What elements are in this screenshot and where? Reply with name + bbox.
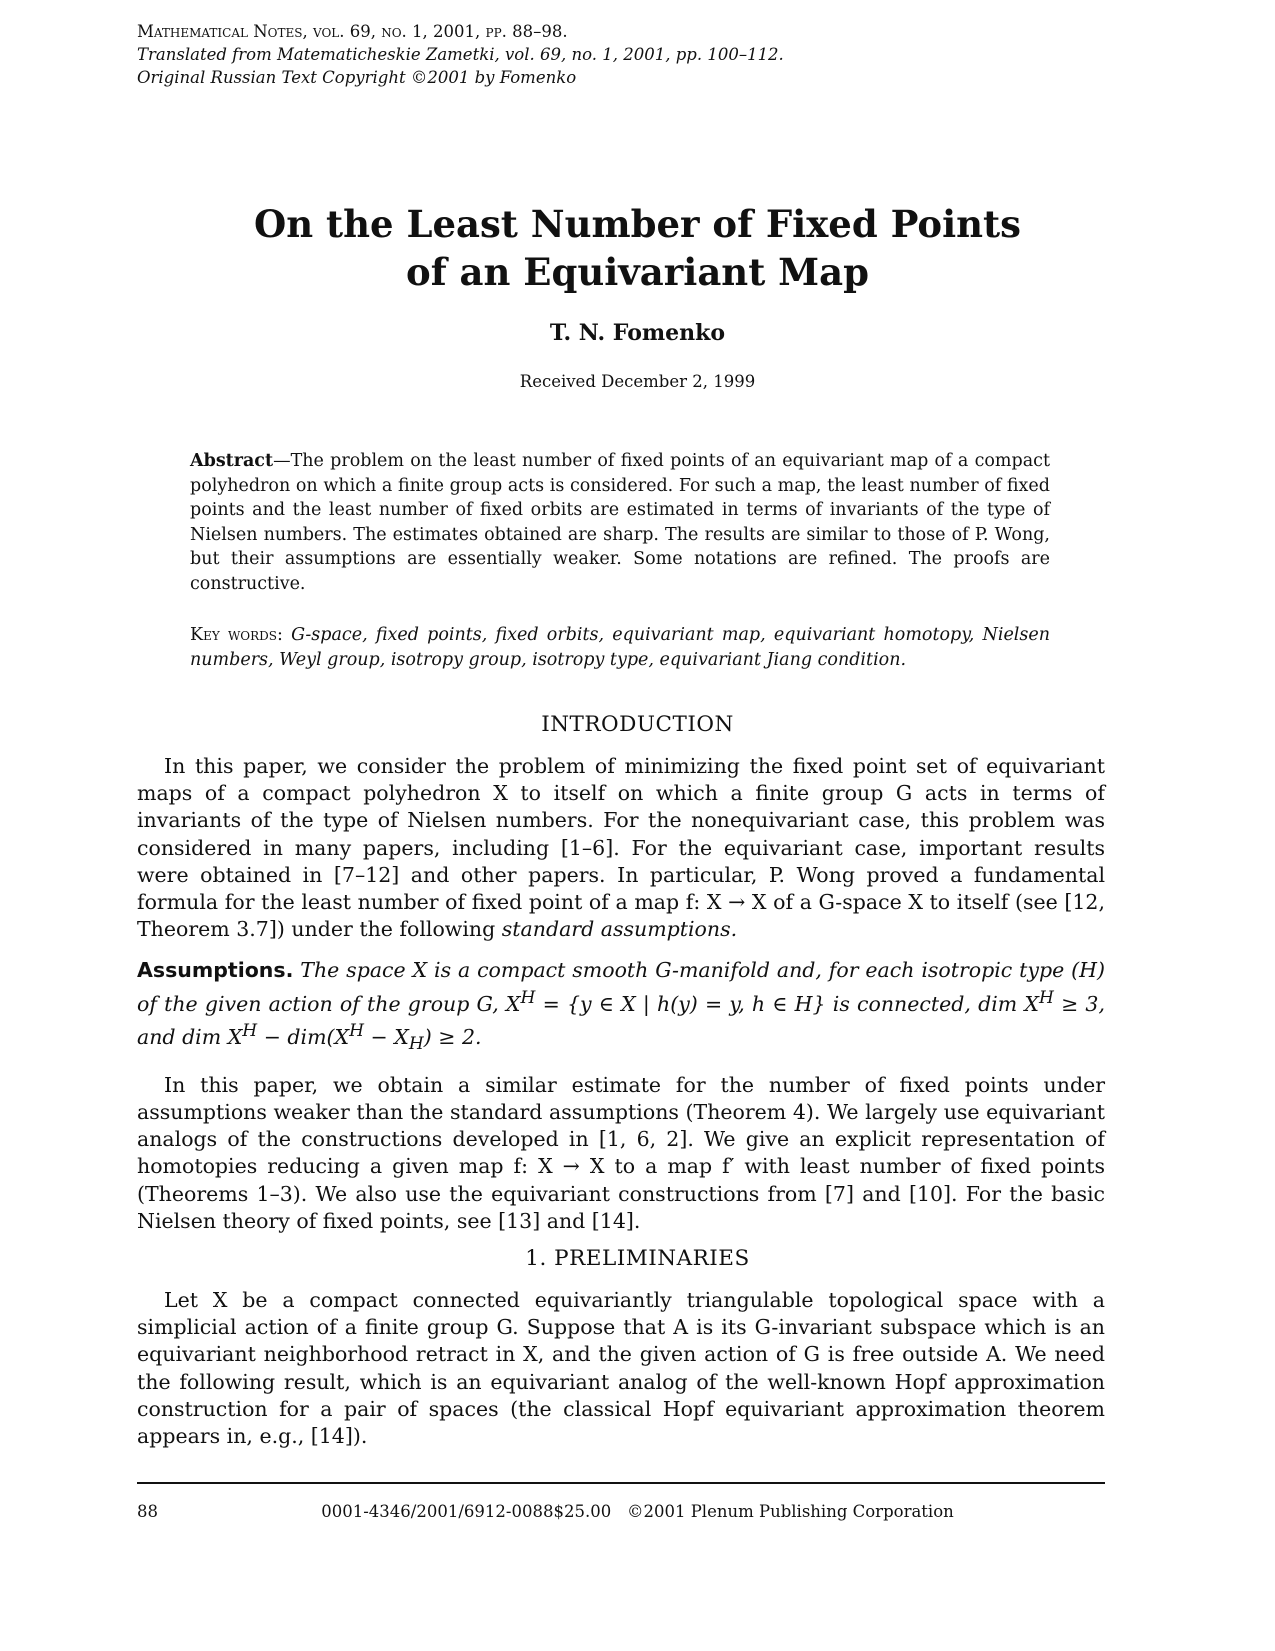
assumptions-dimension: ≥ 3, and dim X — [137, 991, 1105, 1049]
page-number: 88 — [137, 1502, 158, 1521]
footer-rule — [137, 1482, 1105, 1484]
title-line-1: On the Least Number of Fixed Points — [254, 202, 1021, 246]
abstract — [190, 449, 1050, 597]
title-line-2: of an Equivariant Map — [406, 250, 869, 294]
journal-header — [137, 20, 784, 89]
intro-paragraph-2: In this paper, we obtain a similar estimate for the number of fixed points under assumptions weaker than the standard assumptions (Theorem 4). We largely use equivariant analogs of the constructions developed in [1, 6, 2]. We give an explicit representation of homotopies reducing a given map f: X → X to a map f′ with least number of fixed points (Theorems 1–3). We also use the equivariant constructions from [7] and [10]. For the basic Nielsen theory of fixed points, see [13] and [14]. — [137, 1072, 1105, 1233]
superscript-h: H — [520, 987, 536, 1008]
keywords-text: G-space, fixed points, fixed orbits, equivariant map, equivariant homotopy, Nielsen numbers, Weyl group, isotropy group, isotropy type, equivariant Jiang condition. — [190, 625, 1051, 670]
assumptions-dim-diff: − dim(X — [257, 1024, 350, 1049]
issn-code: 0001-4346/2001/6912-0088$25.00 — [321, 1502, 612, 1521]
superscript-h: H — [242, 1020, 258, 1041]
copyright-note: Original Russian Text Copyright ©2001 by Fomenko — [137, 68, 577, 87]
assumptions-label: Assumptions. — [137, 958, 294, 983]
author: T. N. Fomenko — [549, 320, 726, 346]
standard-assumptions-term: standard assumptions. — [501, 917, 738, 942]
subscript-h: H — [408, 1033, 424, 1054]
assumptions-minus: − X — [364, 1024, 409, 1049]
section-heading-preliminaries: 1. PRELIMINARIES — [525, 1246, 750, 1271]
section-heading-introduction: INTRODUCTION — [541, 712, 734, 737]
abstract-label: Abstract — [190, 451, 274, 471]
introduction-body — [137, 753, 1105, 1235]
received-date: Received December 2, 1999 — [519, 372, 756, 391]
assumptions-text: The space X is a compact smooth G-manifold and, for each isotropic type (H) of the given action of the group G, X — [137, 958, 1105, 1016]
translation-note: Translated from Matematicheskie Zametki, vol. 69, no. 1, 2001, pp. 100–112. — [137, 45, 784, 64]
intro-paragraph-1-text: In this paper, we consider the problem of minimizing the fixed point set of equivariant maps of a compact polyhedron X to itself on which a finite group G acts in terms of invariants of the type of Nielsen numbers. For the nonequivariant case, this problem was considered in many papers, including [1–6]. For the equivariant case, important results were obtained in [7–12] and other papers. In particular, P. Wong proved a fundamental formula for the least number of fixed point of a map f: X → X of a G-space X to itself (see [12, Theorem 3.7]) under the following — [137, 754, 1105, 942]
publisher-copyright: ©2001 Plenum Publishing Corporation — [626, 1502, 954, 1521]
assumptions-end: ) ≥ 2. — [423, 1024, 482, 1049]
footer-publishing-info — [0, 1502, 1275, 1521]
prelim-paragraph-1: Let X be a compact connected equivariantly triangulable topological space with a simplicial action of a finite group G. Suppose that A is its G-invariant subspace which is an equivariant neighborhood retract in X, and the given action of G is free outside A. We need the following result, which is an equivariant analog of the well-known Hopf approximation construction for a pair of spaces (the classical Hopf equivariant approximation theorem appears in, e.g., [14]). — [137, 1288, 1105, 1449]
paper-title — [0, 200, 1275, 296]
abstract-text: —The problem on the least number of fixed points of an equivariant map of a compact polyhedron on which a finite group acts is considered. For such a map, the least number of fixed points and the least number of fixed orbits are estimated in terms of invariants of the type of Nielsen numbers. The estimates obtained are sharp. The results are similar to those of P. Wong, but their assumptions are essentially weaker. Some notations are refined. The proofs are constructive. — [190, 451, 1050, 594]
journal-citation: Mathematical Notes, vol. 69, no. 1, 2001, pp. 88–98. — [137, 22, 568, 41]
assumptions-statement — [137, 957, 1105, 1057]
assumptions-set: = {y ∈ X | h(y) = y, h ∈ H} is connected, dim X — [535, 991, 1039, 1016]
superscript-h: H — [349, 1020, 365, 1041]
superscript-h: H — [1038, 987, 1054, 1008]
keywords-label: Key words: — [190, 625, 292, 645]
preliminaries-body — [137, 1287, 1105, 1450]
intro-paragraph-1 — [137, 753, 1105, 943]
keywords — [190, 623, 1050, 672]
